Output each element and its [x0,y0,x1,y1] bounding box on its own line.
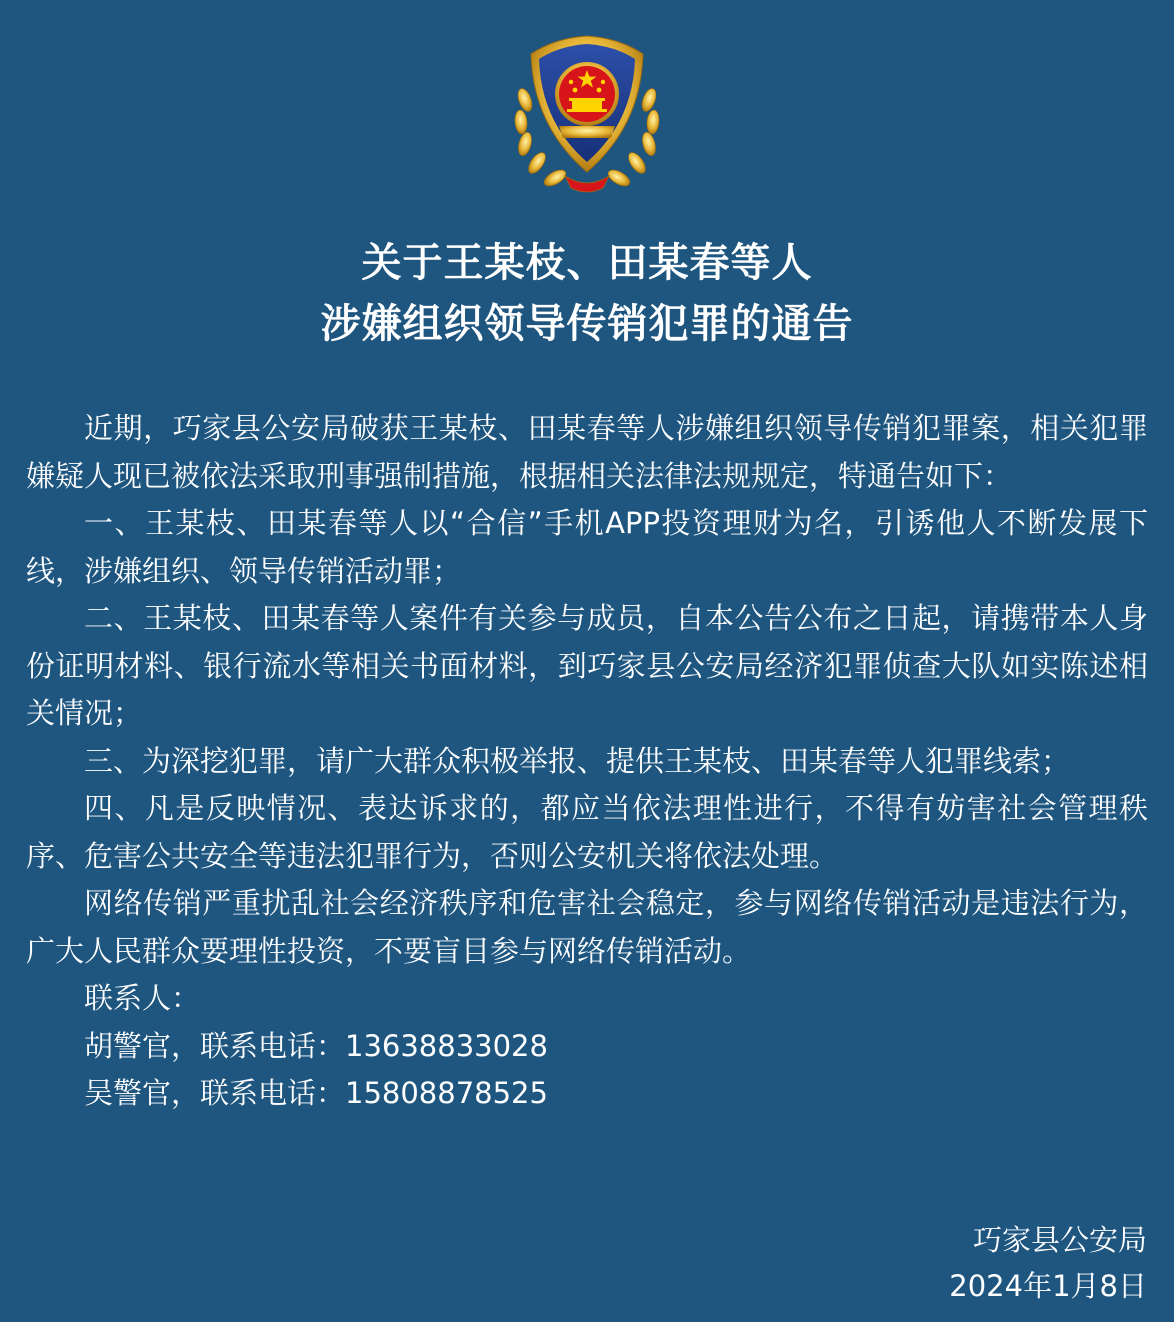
notice-title-line-1: 关于王某枝、田某春等人 [361,240,813,286]
signature-date: 2024年1月8日 [949,1269,1147,1303]
paragraph-item-3: 三、为深挖犯罪，请广大群众积极举报、提供王某枝、田某春等人犯罪线索； [84,743,1071,778]
signature-organization: 巧家县公安局 [972,1223,1147,1257]
paragraph-item-1: 一、王某枝、田某春等人以“合信”手机APP投资理财为名，引诱他人不断发展下线，涉嫌组织、领导传销活动罪； [26,506,1148,588]
contact-hu: 胡警官，联系电话：13638833028 [84,1028,548,1063]
contacts-label: 联系人： [84,981,201,1015]
notice-title-line-2: 涉嫌组织领导传销犯罪的通告 [320,301,854,347]
paragraph-item-4: 四、凡是反映情况、表达诉求的，都应当依法理性进行，不得有妨害社会管理秩序、危害公共安全等违法犯罪行为，否则公安机关将依法处理。 [26,791,1148,873]
police-emblem-icon [507,30,667,195]
paragraph-warning: 网络传销严重扰乱社会经济秩序和危害社会稳定，参与网络传销活动是违法行为，广大人民群众要理性投资，不要盲目参与网络传销活动。 [26,886,1148,968]
contact-wu: 吴警官，联系电话：15808878525 [84,1076,548,1110]
paragraph-item-2: 二、王某枝、田某春等人案件有关参与成员，自本公告公布之日起，请携带本人身份证明材料、银行流水等相关书面材料，到巧家县公安局经济犯罪侦查大队如实陈述相关情况； [26,601,1148,730]
paragraph-intro: 近期，巧家县公安局破获王某枝、田某春等人涉嫌组织领导传销犯罪案，相关犯罪嫌疑人现已被依法采取刑事强制措施，根据相关法律法规规定，特通告如下： [26,411,1148,493]
notice-body [26,405,1148,1118]
